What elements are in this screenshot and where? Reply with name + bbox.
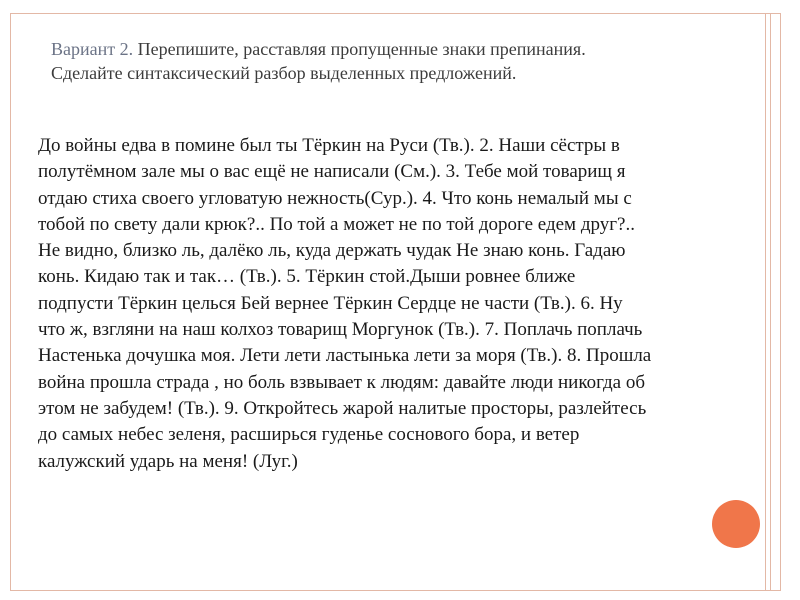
exercise-line: калужский ударь на меня! (Луг.) [38, 450, 298, 472]
exercise-line: До войны едва в помине был ты Тёркин на Руси (Тв.). 2. Наши сёстры в [38, 135, 620, 156]
exercise-line: что ж, взгляни на наш колхоз товарищ Моргунок (Тв.). 7. Поплачь поплачь [38, 319, 643, 341]
heading-line-1 [51, 37, 751, 61]
task-heading [51, 37, 751, 85]
exercise-line: до самых небес зеленя, расширься гуденье соснового бора, и ветер [38, 424, 580, 446]
exercise-line: полутёмном зале мы о вас ещё не написали (См.). 3. Тебе мой товарищ я [38, 161, 626, 183]
exercise-line: отдаю стиха своего угловатую нежность(Сур.). 4. Что конь немалый мы с [38, 187, 632, 209]
task-instruction-1: Перепишите, расставляя пропущенные знаки препинания. [137, 39, 586, 59]
exercise-line: подпусти Тёркин целься Бей вернее Тёркин Сердце не части (Тв.). 6. Ну [38, 292, 623, 314]
exercise-line: Не видно, близко ль, далёко ль, куда держать чудак Не знаю конь. Гадаю [38, 240, 626, 262]
exercise-line: конь. Кидаю так и так… (Тв.). 5. Тёркин стой.Дыши ровнее ближе [38, 266, 576, 288]
exercise-line: этом не забудем! (Тв.). 9. Откройтесь жарой налитые просторы, разлейтесь [38, 397, 647, 419]
exercise-line: тобой по свету дали крюк?.. По той а может не по той дороге едем друг?.. [38, 213, 635, 235]
decorative-circle [712, 500, 760, 548]
exercise-text [38, 133, 768, 475]
task-instruction-2: Сделайте синтаксический разбор выделенных предложений. [51, 63, 517, 83]
exercise-line: Настенька дочушка моя. Лети лети ластынька лети за моря (Тв.). 8. Прошла [38, 345, 652, 367]
exercise-line: война прошла страда , но боль взвывает к людям: давайте люди никогда об [38, 371, 645, 393]
variant-label: Вариант 2. [51, 39, 134, 59]
